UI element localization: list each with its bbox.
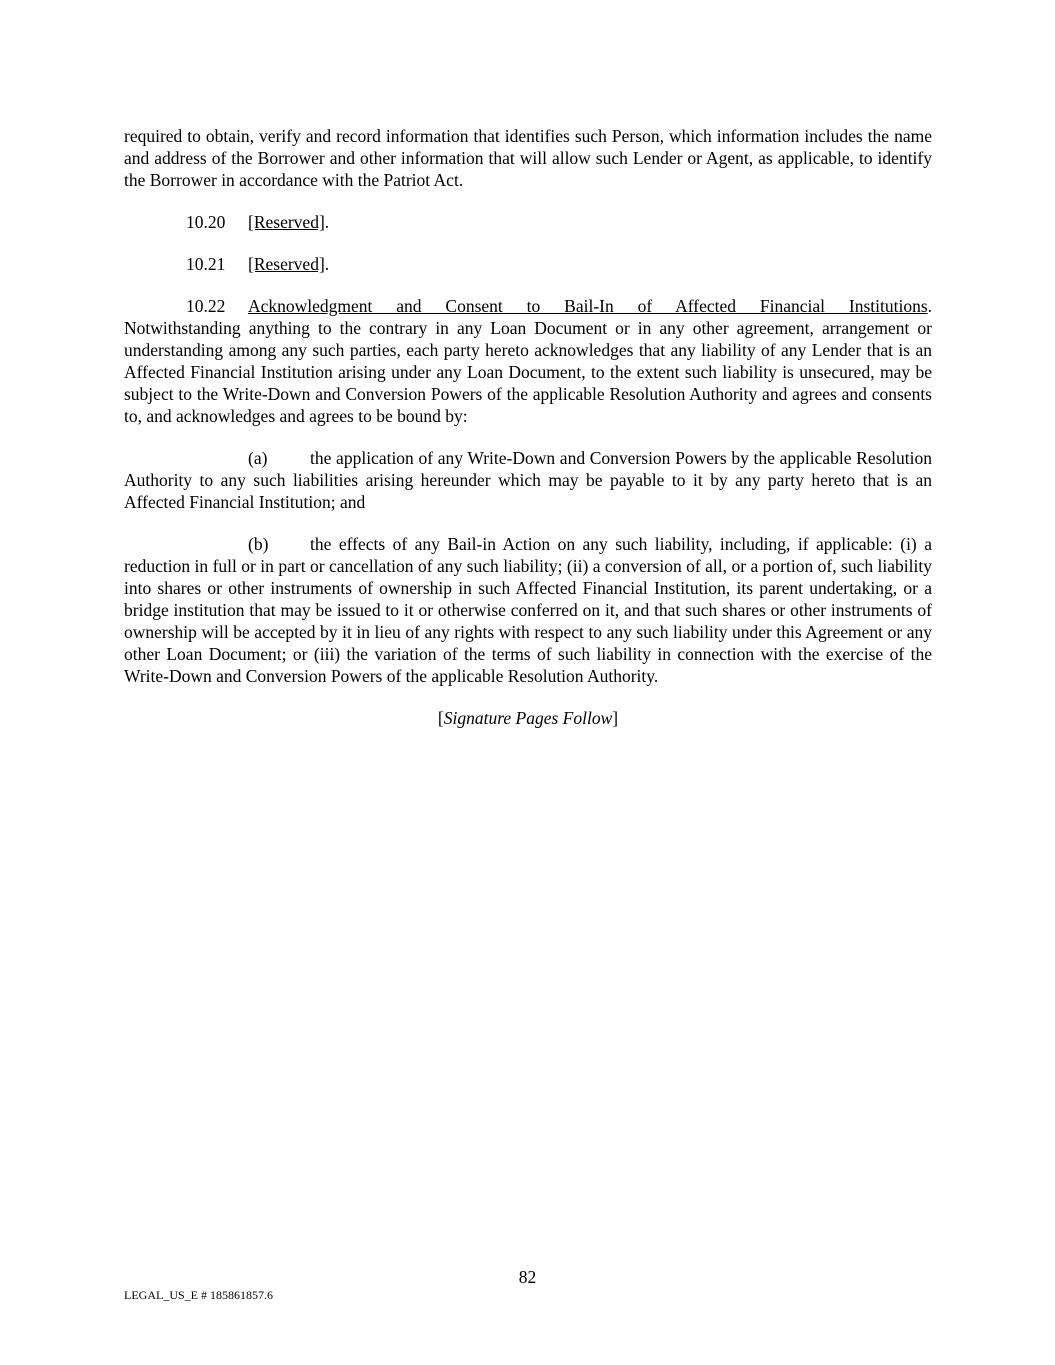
document-id: LEGAL_US_E # 185861857.6 bbox=[124, 1288, 273, 1302]
section-10-22-body: Notwithstanding anything to the contrary in any Loan Document or in any other agreement, arrangement or understanding among any such parties, each party hereto acknowledges that any liability of any Lender that is an Affected Financial Institution arising under any Loan Document, to the extent such liability is unsecured, may be subject to the Write-Down and Conversion Powers of the applicable Resolution Authority and agrees and consents to, and acknowledges and agrees to be bound by: bbox=[124, 318, 932, 426]
section-title: [Reserved] bbox=[248, 254, 325, 274]
subsection-b bbox=[124, 533, 932, 687]
document-body bbox=[124, 125, 932, 729]
subsection-label: (b) bbox=[248, 534, 269, 554]
section-number: 10.20 bbox=[186, 212, 226, 232]
subsection-text: the effects of any Bail-in Action on any such liability, including, if applicable: (i) a reduction in full or in part or cancellation of any such liability; (ii) a conversion of all, or a portion of, such liability into shares or other instruments of ownership in such Affected Financial Institution, its parent undertaking, or a bridge institution that may be issued to it or otherwise conferred on it, and that such shares or other instruments of ownership will be accepted by it in lieu of any rights with respect to any such liability under this Agreement or any other Loan Document; or (iii) the variation of the terms of such liability in connection with the exercise of the Write-Down and Conversion Powers of the applicable Resolution Authority. bbox=[124, 534, 932, 686]
signature-pages-note: [Signature Pages Follow] bbox=[437, 708, 619, 728]
section-number: 10.22 bbox=[186, 296, 226, 316]
subsection-text: the application of any Write-Down and Conversion Powers by the applicable Resolution Authority to any such liabilities arising hereunder which may be payable to it by any party hereto that is an Affected Financial Institution; and bbox=[124, 448, 932, 512]
section-10-20: 10.20 [Reserved]. bbox=[186, 212, 330, 232]
section-10-21: 10.21 [Reserved]. bbox=[186, 254, 330, 274]
subsection-label: (a) bbox=[248, 448, 268, 468]
intro-paragraph: required to obtain, verify and record information that identifies such Person, which information includes the name and address of the Borrower and other information that will allow such Lender or Agent, as applicable, to identify the Borrower in accordance with the Patriot Act. bbox=[124, 126, 932, 190]
subsection-a bbox=[124, 447, 932, 513]
section-title: Acknowledgment and Consent to Bail-In of Affected Financial Institutions bbox=[248, 296, 928, 316]
page-number: 82 bbox=[518, 1267, 537, 1287]
section-title: [Reserved] bbox=[248, 212, 325, 232]
section-number: 10.21 bbox=[186, 254, 226, 274]
section-10-22-heading: 10.22 Acknowledgment and Consent to Bail-In of Affected Financial Institutions. bbox=[186, 296, 932, 316]
